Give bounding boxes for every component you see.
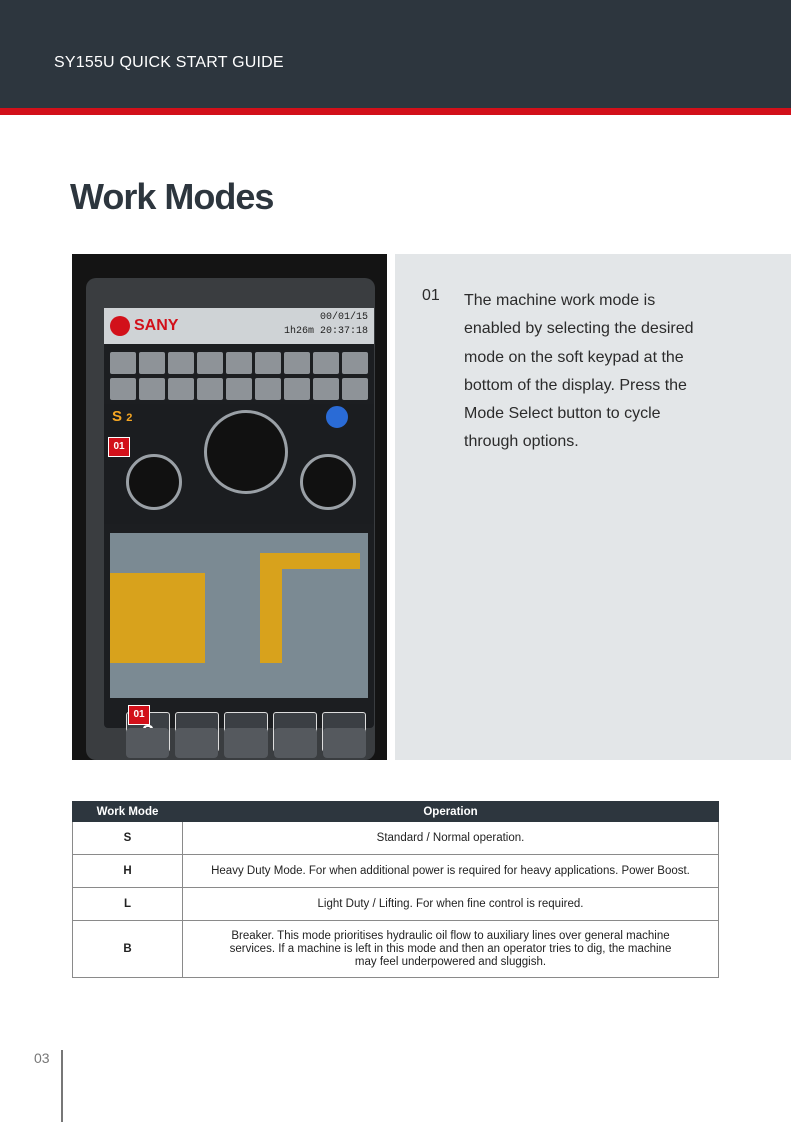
- brand-name: SANY: [134, 317, 179, 334]
- warning-icons-row-2: [110, 378, 368, 400]
- hardware-key-5[interactable]: [323, 728, 366, 758]
- screen-time: 20:37:18: [319, 326, 368, 337]
- mode-cell: H: [73, 855, 183, 888]
- page-number-rule: [61, 1050, 63, 1122]
- instruction-panel: [395, 254, 791, 760]
- step-number: 01: [422, 287, 440, 304]
- screen-date: 00/01/15: [319, 312, 368, 323]
- screen-status-bar: [104, 308, 374, 344]
- hardware-key-4[interactable]: [274, 728, 317, 758]
- operation-cell: Standard / Normal operation.: [183, 822, 719, 855]
- rpm-gauge: [204, 410, 288, 494]
- column-header-operation: Operation: [183, 802, 719, 822]
- operation-cell: Heavy Duty Mode. For when additional power is required for heavy applications. Power Boost.: [183, 855, 719, 888]
- screen-clock: [284, 311, 368, 339]
- mode-globe-icon: [326, 406, 348, 428]
- display-housing: [86, 278, 375, 760]
- operation-cell: Breaker. This mode prioritises hydraulic oil flow to auxiliary lines over general machine services. If a machine is left in this mode and then an operator tries to dig, the machine may feel underpowered and sluggish.: [183, 921, 719, 978]
- sany-logo-icon: [110, 316, 130, 336]
- guide-title: SY155U QUICK START GUIDE: [54, 54, 284, 71]
- excavator-image: [110, 573, 205, 663]
- hardware-key-3[interactable]: [224, 728, 267, 758]
- page-title: Work Modes: [70, 176, 274, 217]
- warning-icons-row-1: [110, 352, 368, 374]
- work-modes-table: [72, 801, 719, 978]
- hardware-key-1[interactable]: [126, 728, 169, 758]
- display-photo: [72, 254, 387, 760]
- page-header: [0, 0, 791, 108]
- excavator-arm-image: [260, 553, 282, 663]
- callout-badge-top: 01: [108, 437, 130, 457]
- hardware-keys: [126, 728, 366, 758]
- hardware-key-2[interactable]: [175, 728, 218, 758]
- table-row: [73, 855, 719, 888]
- mode-cell: S: [73, 822, 183, 855]
- page-number: 03: [34, 1050, 50, 1066]
- camera-view: [110, 533, 368, 698]
- gauge-cluster: [104, 404, 374, 524]
- table-row: [73, 921, 719, 978]
- table-row: [73, 822, 719, 855]
- work-mode-indicator: S 2: [112, 408, 133, 425]
- mode-cell: L: [73, 888, 183, 921]
- table-row: [73, 888, 719, 921]
- coolant-gauge: [126, 454, 182, 510]
- mode-cell: B: [73, 921, 183, 978]
- hour-meter: 1h26m: [283, 326, 314, 337]
- header-accent-stripe: [0, 108, 791, 115]
- step-text: The machine work mode is enabled by selecting the desired mode on the soft keypad at the bottom of the display. Press the Mode Select button to cycle through options.: [464, 292, 694, 451]
- excavator-boom-image: [270, 553, 360, 569]
- operation-cell: Light Duty / Lifting. For when fine control is required.: [183, 888, 719, 921]
- machine-screen: [104, 308, 374, 728]
- fuel-gauge: [300, 454, 356, 510]
- callout-badge-bottom: 01: [128, 705, 150, 725]
- column-header-work-mode: Work Mode: [73, 802, 183, 822]
